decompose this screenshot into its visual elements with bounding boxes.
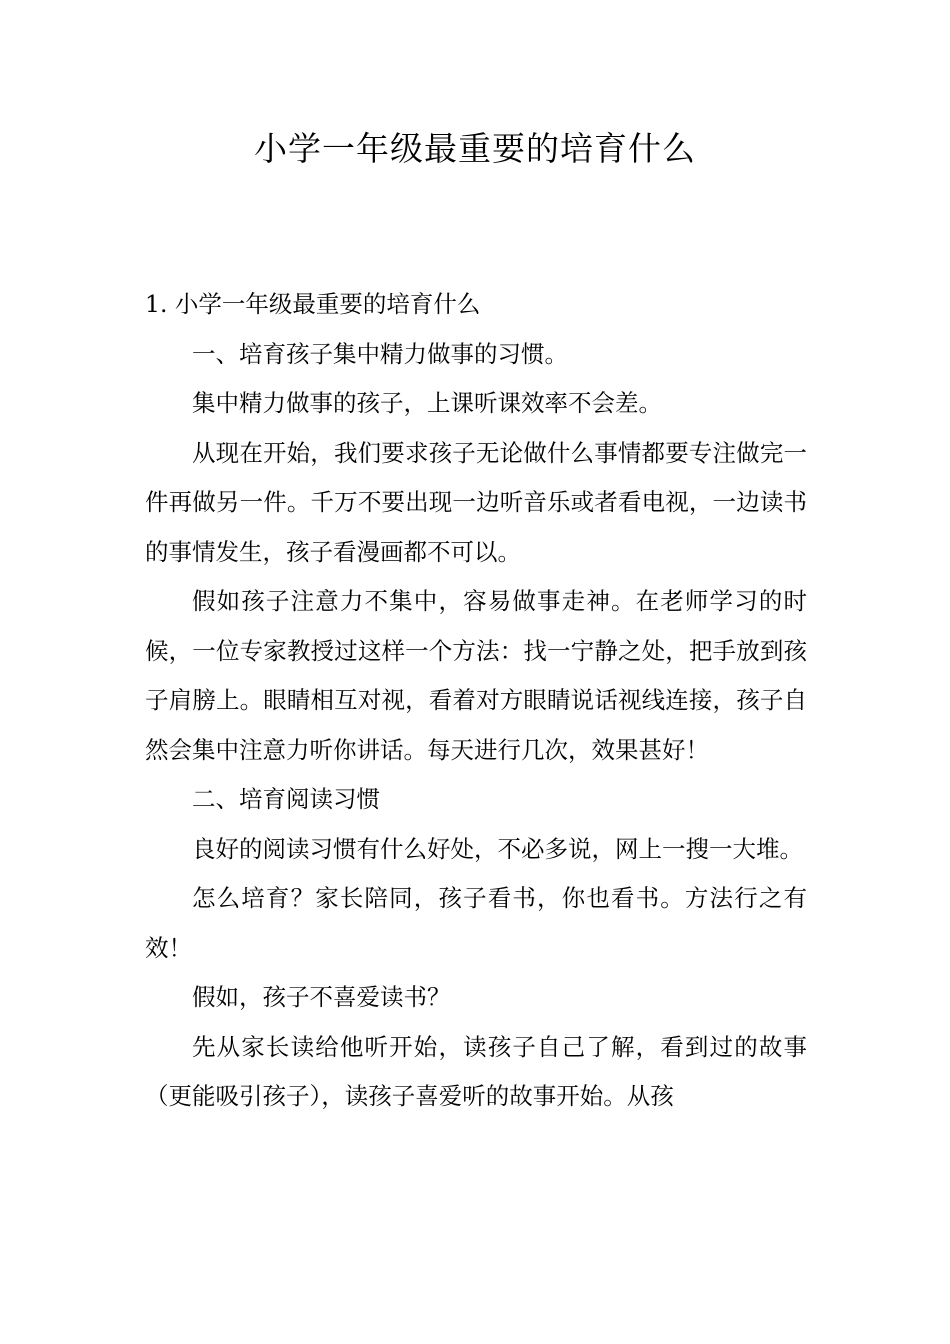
- paragraph: 良好的阅读习惯有什么好处，不必多说，网上一搜一大堆。: [192, 834, 803, 863]
- paragraph: 假如孩子注意力不集中，容易做事走神。在老师学习的时候，一位专家教授过这样一个方法：找一宁静之处，把手放到孩子肩膀上。眼睛相互对视，看着对方眼睛说话视线连接，孩子自然会集中注意力听你讲话。每天进行几次，效果甚好！: [145, 587, 807, 764]
- section-heading: 1. 小学一年级最重要的培育什么: [145, 290, 481, 318]
- document-title: 小学一年级最重要的培育什么: [254, 129, 696, 168]
- document-body: [145, 280, 807, 1122]
- paragraph: 先从家长读给他听开始，读孩子自己了解，看到过的故事（更能吸引孩子），读孩子喜爱听的故事开始。从孩: [145, 1032, 807, 1110]
- paragraph: 怎么培育？家长陪同，孩子看书，你也看书。方法行之有效！: [145, 884, 807, 962]
- paragraph: 集中精力做事的孩子，上课听课效率不会差。: [192, 389, 662, 417]
- subheading-1: 一、培育孩子集中精力做事的习惯。: [192, 339, 568, 368]
- paragraph: 假如，孩子不喜爱读书？: [192, 983, 451, 1011]
- paragraph: 从现在开始，我们要求孩子无论做什么事情都要专注做完一件再做另一件。千万不要出现一边听音乐或者看电视，一边读书的事情发生，孩子看漫画都不可以。: [145, 438, 807, 566]
- subheading-2: 二、培育阅读习惯: [192, 785, 380, 813]
